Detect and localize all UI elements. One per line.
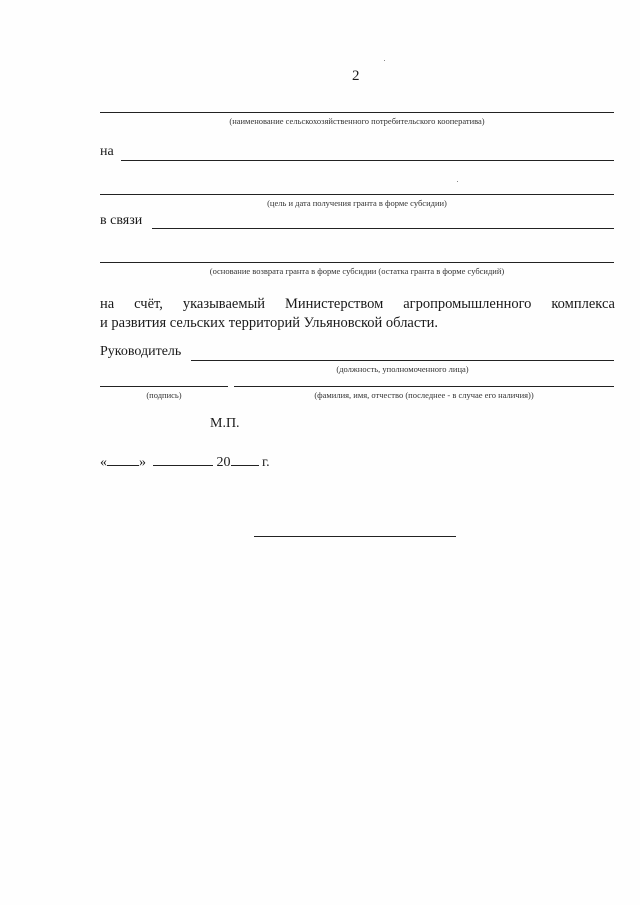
- v-svyazi-label: в связи: [100, 213, 143, 228]
- return-basis-caption: (основание возврата гранта в форме субсидии (остатка гранта в форме субсидий): [209, 266, 505, 276]
- signature-line: [100, 386, 228, 387]
- signature-caption: (подпись): [146, 390, 182, 400]
- full-name-caption: (фамилия, имя, отчество (последнее - в случае его наличия)): [314, 390, 534, 400]
- v-svyazi-line: [152, 228, 614, 229]
- purpose-line: [100, 194, 614, 195]
- date-year-blank: [231, 452, 259, 466]
- full-name-line: [234, 386, 614, 387]
- rukovoditel-label: Руководитель: [100, 344, 182, 359]
- date-open-quote: «: [100, 455, 107, 470]
- cooperative-name-caption: (наименование сельскохозяйственного потребительского кооператива): [229, 116, 485, 126]
- cooperative-name-line: [100, 112, 614, 113]
- account-paragraph-line-1: на счёт, указываемый Министерством агропромышленного комплекса: [100, 296, 615, 312]
- purpose-date-caption: (цель и дата получения гранта в форме субсидии): [267, 198, 447, 208]
- scan-speck: [457, 181, 458, 182]
- date-row: [100, 452, 270, 471]
- na-label: на: [100, 144, 114, 159]
- date-close-quote: »: [139, 455, 146, 470]
- end-rule: [254, 536, 456, 537]
- stamp-place-label: М.П.: [210, 416, 240, 431]
- account-paragraph: [100, 295, 615, 333]
- position-caption: (должность, уполномоченного лица): [336, 364, 469, 374]
- date-year-suffix: г.: [262, 455, 270, 470]
- page-number: 2: [352, 68, 360, 84]
- na-line: [121, 160, 614, 161]
- date-day-blank: [107, 452, 139, 466]
- date-month-blank: [153, 452, 213, 466]
- date-year-prefix: 20: [216, 455, 231, 470]
- account-paragraph-line-2: и развития сельских территорий Ульяновской области.: [100, 315, 439, 331]
- return-basis-line: [100, 262, 614, 263]
- position-line: [191, 360, 614, 361]
- scan-speck: [384, 60, 385, 61]
